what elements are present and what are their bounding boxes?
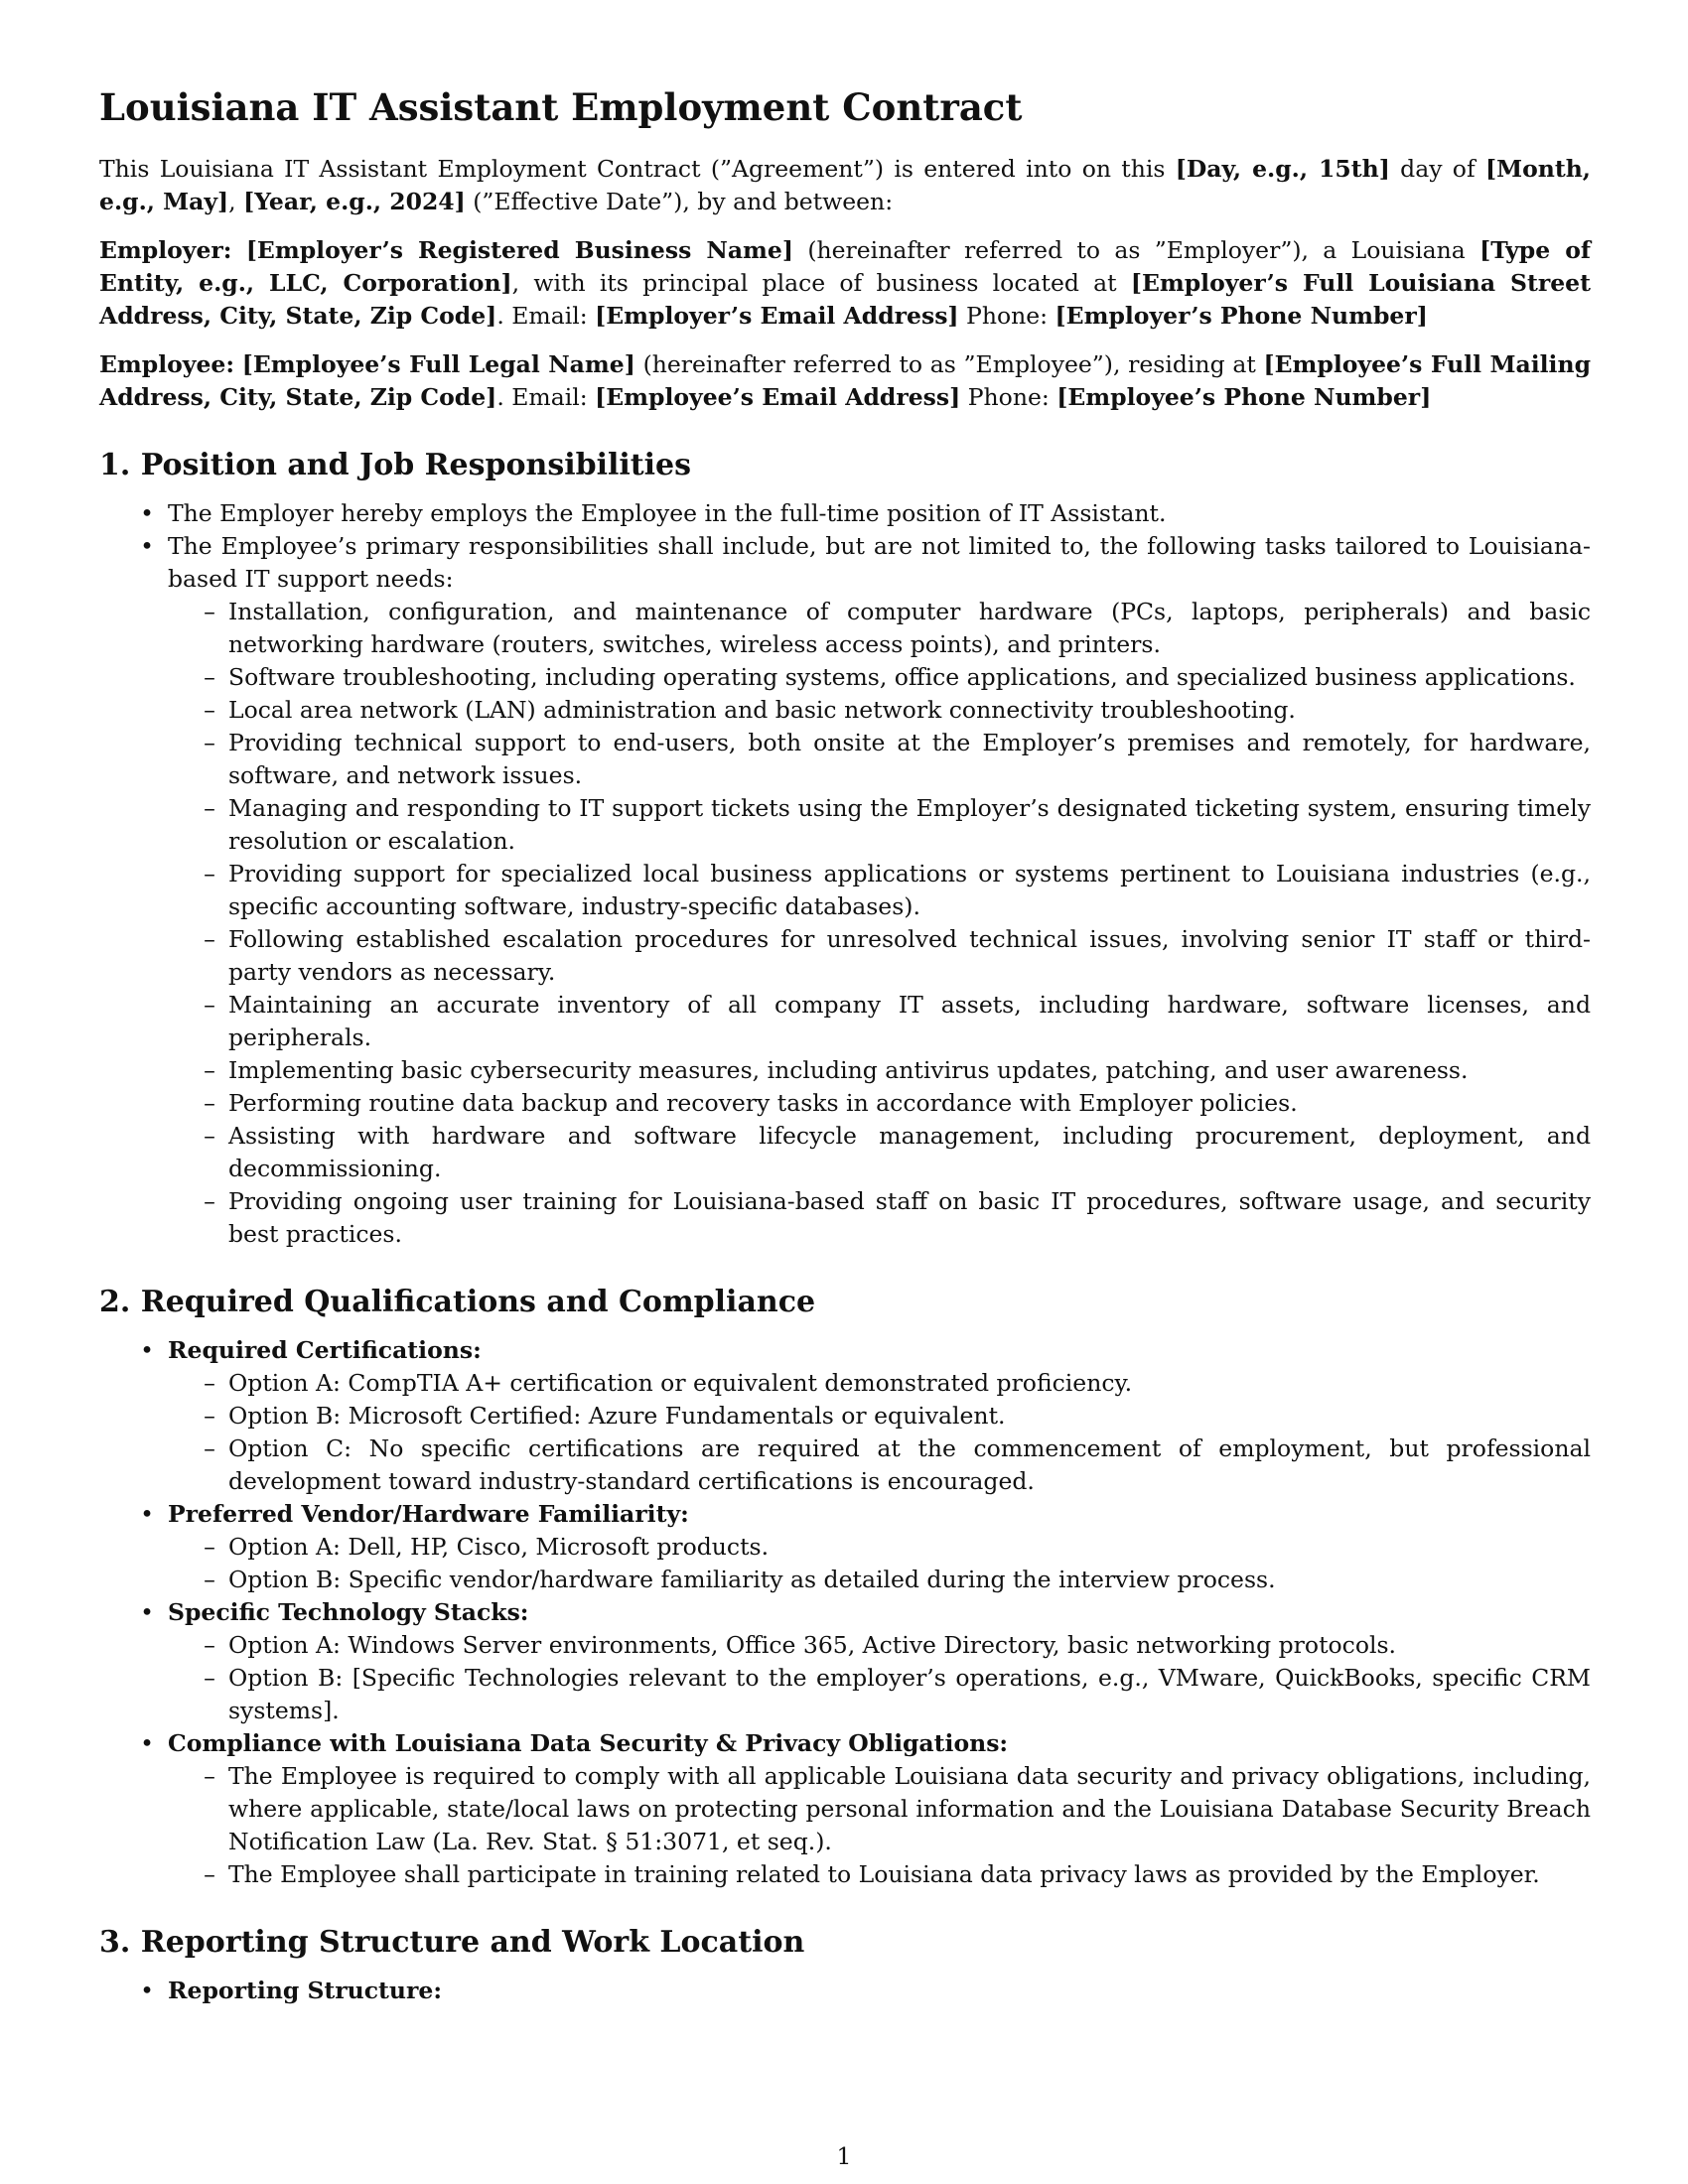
dash-icon: –	[204, 598, 215, 626]
list-item	[99, 1334, 1591, 1498]
option-item	[168, 1564, 1591, 1596]
task-text: Performing routine data backup and recovery tasks in accordance with Employer policies.	[228, 1089, 1298, 1118]
option-text: Option B: [Specific Technologies relevant to the employer’s operations, e.g., VMware, QuickBooks, specific CRM systems].	[228, 1664, 1591, 1725]
year-placeholder: [Year, e.g., 2024]	[243, 188, 466, 216]
task-item	[168, 727, 1591, 792]
bullet-icon: •	[140, 1729, 154, 1758]
dash-icon: –	[204, 1187, 215, 1216]
employee-text: Phone:	[960, 383, 1057, 412]
option-text: Option A: CompTIA A+ certification or equivalent demonstrated proficiency.	[228, 1369, 1133, 1398]
employer-text: Phone:	[958, 302, 1055, 331]
task-text: Assisting with hardware and software lifecycle management, including procurement, deployment, and decommissioning.	[228, 1122, 1591, 1183]
option-text: Option B: Specific vendor/hardware familiarity as detailed during the interview process.	[228, 1566, 1276, 1594]
task-item	[168, 694, 1591, 727]
employee-address-placeholder: [Employee’s Full Mailing Address, City, State, Zip Code]	[99, 350, 1591, 412]
group-label: Reporting Structure:	[168, 1977, 442, 2005]
task-text: Following established escalation procedures for unresolved technical issues, involving senior IT staff or third-party vendors as necessary.	[228, 925, 1591, 987]
task-text: Installation, configuration, and maintenance of computer hardware (PCs, laptops, peripherals) and basic networking hardware (routers, switches, wireless access points), and printers.	[228, 598, 1591, 659]
employee-text: (hereinafter referred to as ”Employee”), residing at	[634, 350, 1264, 379]
dash-icon: –	[204, 1122, 215, 1151]
task-text: Maintaining an accurate inventory of all company IT assets, including hardware, software licenses, and peripherals.	[228, 991, 1591, 1052]
option-text: The Employee is required to comply with all applicable Louisiana data security and privacy obligations, including, where applicable, state/local laws on protecting personal information and the Louisiana Database Security Breach Notification Law (La. Rev. Stat. § 51:3071, et seq.).	[228, 1762, 1591, 1856]
section-2-list	[99, 1334, 1591, 1891]
section-heading: 3. Reporting Structure and Work Location	[99, 1925, 805, 1961]
section-3-list	[99, 1975, 1591, 2007]
group-label: Required Certifications:	[168, 1336, 482, 1365]
dash-icon: –	[204, 1566, 215, 1594]
employee-text: . Email:	[496, 383, 596, 412]
page-number: 1	[836, 2142, 852, 2170]
list-item	[99, 1727, 1591, 1891]
list-item	[99, 1596, 1591, 1727]
intro-text: This Louisiana IT Assistant Employment Contract (”Agreement”) is entered into on this	[99, 155, 1176, 184]
month-placeholder: [Month, e.g., May]	[99, 155, 1591, 216]
task-text: Providing ongoing user training for Louisiana-based staff on basic IT procedures, software usage, and security best practices.	[228, 1187, 1591, 1249]
dash-icon: –	[204, 925, 215, 954]
intro-paragraph	[99, 153, 1591, 218]
option-text: Option B: Microsoft Certified: Azure Fundamentals or equivalent.	[228, 1402, 1006, 1431]
task-item	[168, 1185, 1591, 1251]
employer-name-placeholder: [Employer’s Registered Business Name]	[245, 236, 793, 265]
document-title: Louisiana IT Assistant Employment Contract	[99, 85, 1023, 129]
group-label: Specific Technology Stacks:	[168, 1598, 529, 1627]
dash-icon: –	[204, 991, 215, 1020]
employer-text: , with its principal place of business located at	[511, 269, 1131, 298]
dash-icon: –	[204, 1533, 215, 1562]
employee-name-placeholder: [Employee’s Full Legal Name]	[241, 350, 635, 379]
option-list	[168, 1760, 1591, 1891]
option-item	[168, 1531, 1591, 1564]
option-text: Option A: Dell, HP, Cisco, Microsoft products.	[228, 1533, 770, 1562]
task-text: Managing and responding to IT support tickets using the Employer’s designated ticketing system, ensuring timely resolution or escalation.	[228, 794, 1591, 856]
day-placeholder: [Day, e.g., 15th]	[1175, 155, 1390, 184]
intro-text: ,	[228, 188, 244, 216]
employer-text: (hereinafter referred to as ”Employer”), a Louisiana	[793, 236, 1480, 265]
section-heading: 1. Position and Job Responsibilities	[99, 448, 692, 483]
section-heading: 2. Required Qualifications and Compliance	[99, 1285, 816, 1320]
dash-icon: –	[204, 1860, 215, 1889]
task-item	[168, 596, 1591, 661]
employer-text: . Email:	[496, 302, 596, 331]
option-item	[168, 1760, 1591, 1858]
option-text: Option C: No specific certifications are required at the commencement of employment, but professional development toward industry-standard certifications is encouraged.	[228, 1434, 1591, 1496]
dash-icon: –	[204, 1762, 215, 1791]
task-text: Software troubleshooting, including operating systems, office applications, and specialized business applications.	[228, 663, 1576, 692]
group-label: Preferred Vendor/Hardware Familiarity:	[168, 1500, 689, 1529]
task-item	[168, 1120, 1591, 1185]
intro-text: day of	[1389, 155, 1485, 184]
entity-type-placeholder: [Type of Entity, e.g., LLC, Corporation]	[99, 236, 1591, 298]
employer-label: Employer:	[99, 236, 232, 265]
list-item-text: The Employee’s primary responsibilities shall include, but are not limited to, the following tasks tailored to Louisiana-based IT support needs:	[168, 532, 1591, 594]
task-text: Local area network (LAN) administration and basic network connectivity troubleshooting.	[228, 696, 1296, 725]
option-list	[168, 1367, 1591, 1498]
employee-email-placeholder: [Employee’s Email Address]	[595, 383, 961, 412]
option-item	[168, 1367, 1591, 1400]
bullet-icon: •	[140, 499, 154, 528]
option-text: Option A: Windows Server environments, Office 365, Active Directory, basic networking protocols.	[228, 1631, 1397, 1660]
employer-paragraph	[99, 234, 1591, 333]
bullet-icon: •	[140, 1977, 154, 2005]
employee-phone-placeholder: [Employee’s Phone Number]	[1056, 383, 1432, 412]
task-item	[168, 792, 1591, 858]
intro-text: (”Effective Date”), by and between:	[465, 188, 894, 216]
dash-icon: –	[204, 729, 215, 757]
employee-label: Employee:	[99, 350, 235, 379]
task-text: Implementing basic cybersecurity measures, including antivirus updates, patching, and user awareness.	[228, 1056, 1469, 1085]
employee-paragraph	[99, 348, 1591, 414]
option-item	[168, 1629, 1591, 1662]
dash-icon: –	[204, 1089, 215, 1118]
bullet-icon: •	[140, 532, 154, 561]
employer-phone-placeholder: [Employer’s Phone Number]	[1055, 302, 1428, 331]
list-item-text: The Employer hereby employs the Employee in the full-time position of IT Assistant.	[168, 499, 1167, 528]
bullet-icon: •	[140, 1500, 154, 1529]
employer-address-placeholder: [Employer’s Full Louisiana Street Address, City, State, Zip Code]	[99, 269, 1591, 331]
option-text: The Employee shall participate in training related to Louisiana data privacy laws as provided by the Employer.	[228, 1860, 1540, 1889]
dash-icon: –	[204, 1402, 215, 1431]
task-item	[168, 923, 1591, 989]
dash-icon: –	[204, 860, 215, 888]
group-label: Compliance with Louisiana Data Security & Privacy Obligations:	[168, 1729, 1009, 1758]
dash-icon: –	[204, 1056, 215, 1085]
option-item	[168, 1433, 1591, 1498]
bullet-icon: •	[140, 1336, 154, 1365]
task-list	[168, 596, 1591, 1251]
dash-icon: –	[204, 1369, 215, 1398]
option-item	[168, 1662, 1591, 1727]
employer-email-placeholder: [Employer’s Email Address]	[595, 302, 959, 331]
task-text: Providing technical support to end-users, both onsite at the Employer’s premises and remotely, for hardware, software, and network issues.	[228, 729, 1591, 790]
option-list	[168, 1531, 1591, 1596]
list-item	[99, 1498, 1591, 1596]
dash-icon: –	[204, 794, 215, 823]
section-1-list	[99, 497, 1591, 1251]
dash-icon: –	[204, 1631, 215, 1660]
dash-icon: –	[204, 696, 215, 725]
dash-icon: –	[204, 663, 215, 692]
list-item	[99, 497, 1591, 530]
dash-icon: –	[204, 1664, 215, 1693]
option-item	[168, 1400, 1591, 1433]
bullet-icon: •	[140, 1598, 154, 1627]
option-list	[168, 1629, 1591, 1727]
dash-icon: –	[204, 1434, 215, 1463]
task-text: Providing support for specialized local business applications or systems pertinent to Louisiana industries (e.g., specific accounting software, industry-specific databases).	[228, 860, 1591, 921]
option-item	[168, 1858, 1591, 1891]
list-item	[99, 1975, 1591, 2007]
list-item	[99, 530, 1591, 1251]
task-item	[168, 661, 1591, 694]
task-item	[168, 858, 1591, 923]
task-item	[168, 1087, 1591, 1120]
task-item	[168, 989, 1591, 1054]
document-page	[99, 85, 1591, 2007]
task-item	[168, 1054, 1591, 1087]
